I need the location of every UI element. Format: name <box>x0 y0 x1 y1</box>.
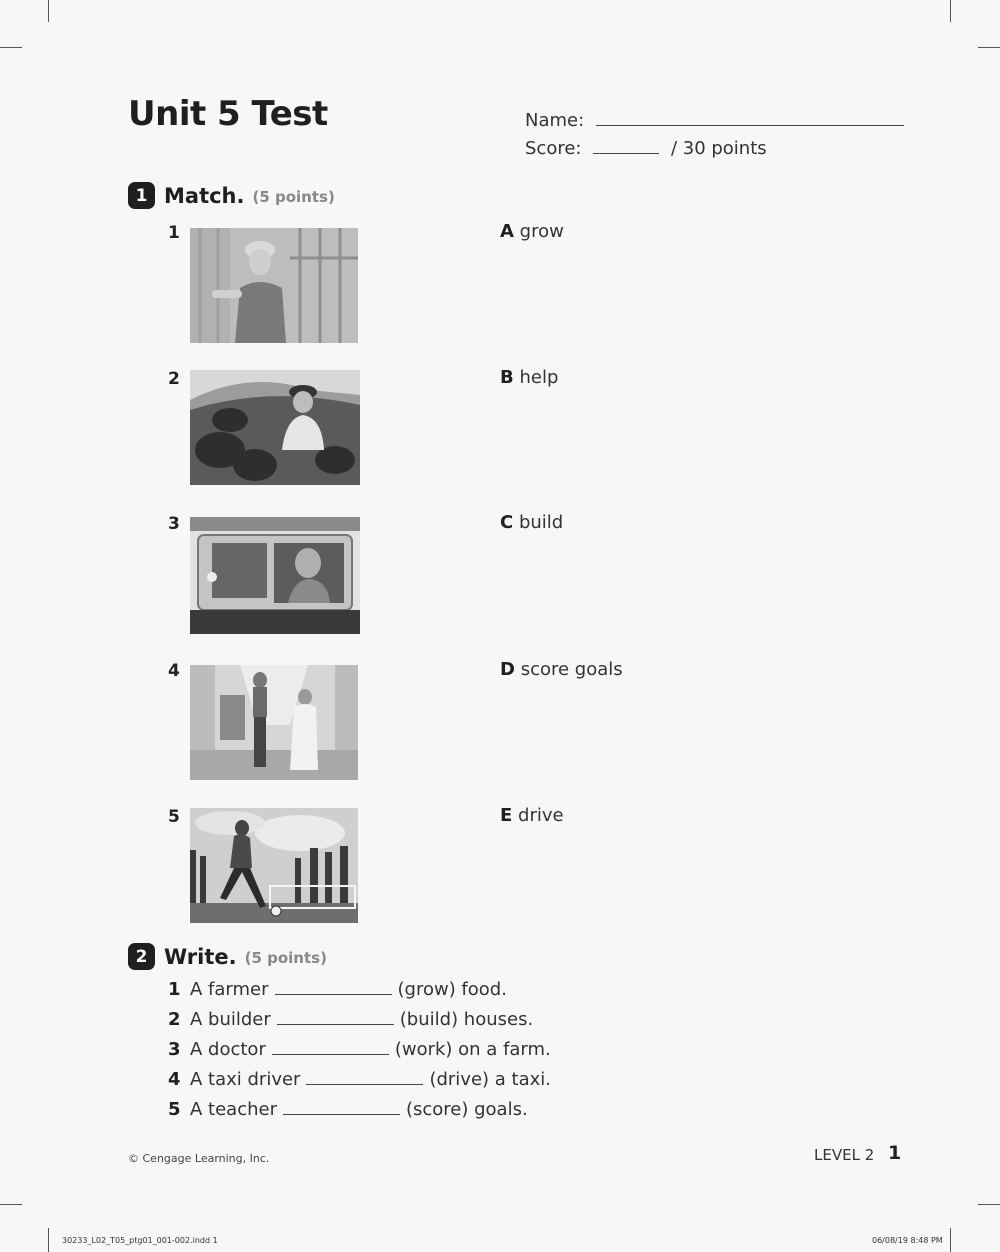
crop-mark <box>48 1228 49 1252</box>
page-number: 1 <box>888 1142 902 1164</box>
crop-mark <box>978 1204 1000 1205</box>
taxi-driver-photo <box>190 517 360 634</box>
name-field[interactable] <box>596 124 904 126</box>
page-title: Unit 5 Test <box>128 94 328 134</box>
score-label: Score: <box>525 138 582 159</box>
answer-blank[interactable] <box>283 1113 400 1115</box>
crop-mark <box>950 0 951 22</box>
section-number-badge: 2 <box>128 943 155 970</box>
write-item: 5 A teacher (score) goals. <box>168 1099 528 1120</box>
write-item: 2 A builder (build) houses. <box>168 1009 534 1030</box>
score-total: / 30 points <box>670 138 767 159</box>
slug-date: 06/08/19 8:48 PM <box>872 1236 943 1245</box>
write-item: 3 A doctor (work) on a farm. <box>168 1039 551 1060</box>
score-row <box>525 138 767 159</box>
doctor-photo <box>190 665 358 780</box>
match-option-a: A grow <box>500 221 564 242</box>
score-field[interactable] <box>593 152 659 154</box>
farmer-photo <box>190 370 360 485</box>
soccer-player-photo <box>190 808 358 923</box>
match-item-number: 4 <box>168 661 180 681</box>
section-points: (5 points) <box>244 949 327 967</box>
crop-mark <box>48 0 49 22</box>
match-item-number: 5 <box>168 807 180 827</box>
section-label: Write. <box>164 944 237 969</box>
crop-mark <box>950 1228 951 1252</box>
match-option-e: E drive <box>500 805 564 826</box>
answer-blank[interactable] <box>306 1083 423 1085</box>
name-row <box>525 110 904 131</box>
section-write-heading <box>128 943 327 970</box>
section-points: (5 points) <box>252 188 335 206</box>
crop-mark <box>978 47 1000 48</box>
answer-blank[interactable] <box>272 1053 389 1055</box>
section-label: Match. <box>164 183 245 208</box>
answer-blank[interactable] <box>275 993 392 995</box>
builder-photo <box>190 228 358 343</box>
match-option-c: C build <box>500 512 564 533</box>
section-match-heading <box>128 182 335 209</box>
section-number-badge: 1 <box>128 182 155 209</box>
crop-mark <box>0 1204 22 1205</box>
match-item-number: 3 <box>168 514 180 534</box>
crop-mark <box>0 47 22 48</box>
write-item: 1 A farmer (grow) food. <box>168 979 507 1000</box>
copyright: © Cengage Learning, Inc. <box>128 1152 270 1165</box>
name-label: Name: <box>525 110 585 131</box>
match-item-number: 2 <box>168 369 180 389</box>
level-label: LEVEL 2 <box>814 1146 875 1164</box>
slug-filename: 30233_L02_T05_ptg01_001-002.indd 1 <box>62 1236 218 1245</box>
write-item: 4 A taxi driver (drive) a taxi. <box>168 1069 551 1090</box>
answer-blank[interactable] <box>277 1023 394 1025</box>
match-item-number: 1 <box>168 223 180 243</box>
match-option-d: D score goals <box>500 659 623 680</box>
match-option-b: B help <box>500 367 559 388</box>
